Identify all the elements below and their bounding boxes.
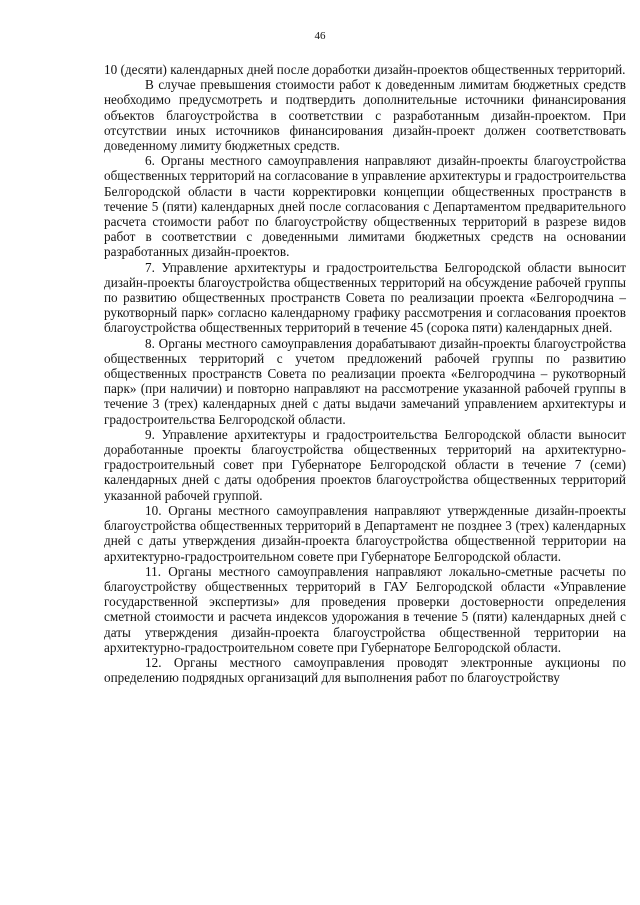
paragraph-item-8: 8. Органы местного самоуправления дорабатывают дизайн-проекты благоустройства общественных территорий с учетом предложений рабочей группы по развитию общественных пространств Совета по реализации проекта «Белгородчина – рукотворный парк» (при наличии) и повторно направляют на рассмотрение указанной рабочей группы в течение 3 (трех) календарных дней с даты выдачи замечаний управлением архитектуры и градостроительства Белгородской области. — [104, 335, 626, 427]
paragraph-item-9: 9. Управление архитектуры и градостроительства Белгородской области выносит доработанные проекты благоустройства общественных территорий на архитектурно-градостроительный совет при Губернаторе Белгородской области в течение 7 (семи) календарных дней с даты одобрения проектов благоустройства общественных территорий указанной рабочей группой. — [104, 426, 626, 503]
paragraph-budget-excess: В случае превышения стоимости работ к доведенным лимитам бюджетных средств необходимо предусмотреть и подтвердить дополнительные источники финансирования объектов благоустройства в соответствии с разработанным дизайн-проектом. При отсутствии иных источников финансирования дизайн-проект должен соответствовать доведенному лимиту бюджетных средств. — [104, 77, 626, 154]
page-number: 46 — [314, 30, 326, 42]
paragraph-continuation: 10 (десяти) календарных дней после доработки дизайн-проектов общественных территорий. — [104, 62, 626, 77]
paragraph-item-7: 7. Управление архитектуры и градостроительства Белгородской области выносит дизайн-проекты благоустройства общественных территорий на обсуждение рабочей группы по развитию общественных пространств Совета по реализации проекта «Белгородчина – рукотворный парк» согласно календарному графику рассмотрения и согласования проектов благоустройства общественных территорий в течение 45 (сорока пяти) календарных дней. — [104, 259, 626, 336]
paragraph-item-10: 10. Органы местного самоуправления направляют утвержденные дизайн-проекты благоустройства общественных территорий в Департамент не позднее 3 (трех) календарных дней с даты утверждения дизайн-проекта благоустройства общественной территории на архитектурно-градостроительном совете при Губернаторе Белгородской области. — [104, 502, 626, 564]
paragraph-item-11: 11. Органы местного самоуправления направляют локально-сметные расчеты по благоустройству общественных территорий в ГАУ Белгородской области «Управление государственной экспертизы» для проведения проверки достоверности определения сметной стоимости и расчета индексов удорожания в течение 5 (пяти) календарных дней с даты утверждения дизайн-проекта благоустройства общественной территории на архитектурно-градостроительном совете при Губернаторе Белгородской области. — [104, 563, 626, 655]
document-body — [104, 62, 626, 685]
paragraph-item-12: 12. Органы местного самоуправления проводят электронные аукционы по определению подрядных организаций для выполнения работ по благоустройству — [104, 654, 626, 686]
paragraph-item-6: 6. Органы местного самоуправления направляют дизайн-проекты благоустройства общественных территорий на согласование в управление архитектуры и градостроительства Белгородской области в части корректировки концепции общественных пространств в течение 5 (пяти) календарных дней после согласования с Департаментом предварительного расчета стоимости работ по благоустройству общественных территорий в разрезе видов работ в соответствии с доведенными лимитами бюджетных средств на основании разработанных дизайн-проектов. — [104, 153, 626, 260]
